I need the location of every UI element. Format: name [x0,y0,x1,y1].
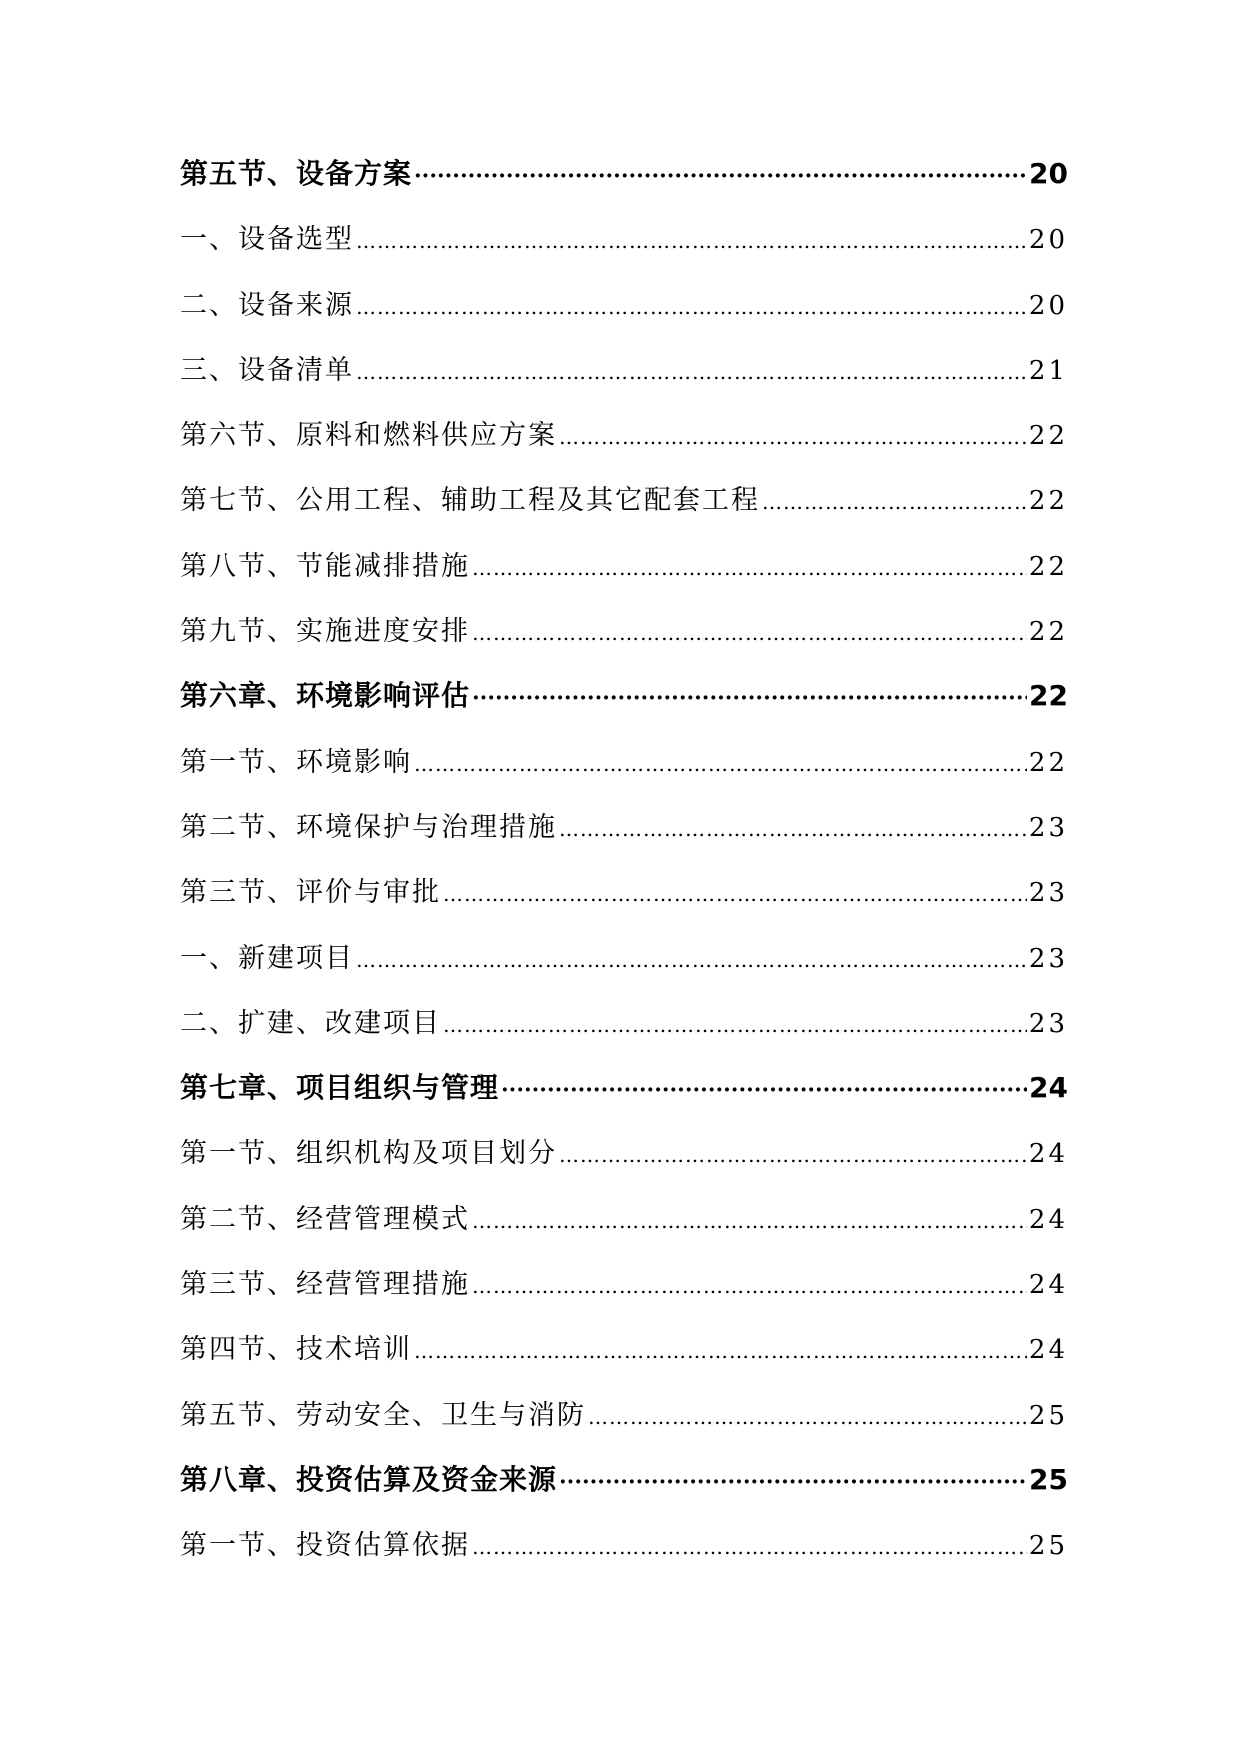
toc-entry-title: 第五节、劳动安全、卫生与消防 [180,1399,586,1431]
toc-entry[interactable] [180,609,1068,674]
toc-dot-leader [414,1339,1027,1363]
toc-page-number: 24 [1028,1204,1068,1235]
toc-entry[interactable] [180,1197,1068,1262]
toc-page-number: 25 [1029,1462,1068,1496]
toc-page-number: 22 [1028,551,1068,582]
toc-dot-leader [559,817,1027,841]
toc-entry-title: 三、设备清单 [180,354,354,386]
toc-entry[interactable] [180,870,1068,935]
toc-entry[interactable] [180,1327,1068,1392]
toc-entry-title: 第二节、经营管理模式 [180,1203,470,1235]
toc-page-number: 24 [1029,1071,1068,1105]
toc-dot-leader [443,882,1027,906]
toc-dot-leader [762,490,1027,514]
toc-entry-title: 二、扩建、改建项目 [180,1007,441,1039]
toc-entry[interactable] [180,1066,1068,1131]
toc-page-number: 22 [1029,679,1068,713]
toc-dot-leader [559,425,1027,449]
toc-entry-title: 第七节、公用工程、辅助工程及其它配套工程 [180,485,760,517]
toc-page-number: 20 [1028,225,1068,256]
toc-page-number: 23 [1028,943,1068,974]
toc-page-number: 24 [1028,1270,1068,1301]
toc-entry-title: 第一节、环境影响 [180,746,412,778]
toc-entry-title: 第八章、投资估算及资金来源 [180,1462,558,1496]
toc-page-number: 25 [1028,1531,1068,1562]
toc-entry-title: 一、新建项目 [180,942,354,974]
toc-page-number: 22 [1028,747,1068,778]
toc-page-number: 21 [1028,355,1068,386]
toc-dot-leader [472,556,1027,580]
toc-entry-title: 第一节、投资估算依据 [180,1530,470,1562]
toc-entry-title: 第二节、环境保护与治理措施 [180,811,557,843]
toc-entry[interactable] [180,1131,1068,1196]
toc-dot-leader [588,1405,1027,1429]
toc-entry[interactable] [180,740,1068,805]
toc-entry-title: 二、设备来源 [180,289,354,321]
toc-entry[interactable] [180,805,1068,870]
toc-entry-title: 第九节、实施进度安排 [180,616,470,648]
toc-dot-leader [356,295,1027,319]
table-of-contents [180,152,1068,1589]
toc-dot-leader [472,1274,1027,1298]
toc-page-number: 20 [1028,290,1068,321]
toc-dot-leader [559,1469,1027,1495]
toc-page-number: 24 [1028,1139,1068,1170]
toc-entry-title: 一、设备选型 [180,224,354,256]
toc-page-number: 22 [1028,617,1068,648]
toc-entry[interactable] [180,1001,1068,1066]
toc-dot-leader [356,229,1027,253]
toc-entry[interactable] [180,1262,1068,1327]
toc-entry-title: 第一节、组织机构及项目划分 [180,1138,557,1170]
toc-dot-leader [472,1535,1027,1559]
toc-dot-leader [356,360,1027,384]
toc-entry[interactable] [180,413,1068,478]
toc-dot-leader [472,621,1027,645]
toc-entry[interactable] [180,936,1068,1001]
toc-dot-leader [443,1013,1027,1037]
toc-entry[interactable] [180,283,1068,348]
toc-dot-leader [414,752,1027,776]
toc-dot-leader [472,1209,1027,1233]
toc-page-number: 23 [1028,878,1068,909]
toc-entry-title: 第七章、项目组织与管理 [180,1071,500,1105]
toc-page-number: 25 [1028,1400,1068,1431]
toc-dot-leader [414,163,1027,189]
toc-entry[interactable] [180,152,1068,217]
toc-entry-title: 第四节、技术培训 [180,1334,412,1366]
toc-entry-title: 第六节、原料和燃料供应方案 [180,420,557,452]
toc-entry[interactable] [180,1458,1068,1523]
toc-entry-title: 第三节、经营管理措施 [180,1269,470,1301]
toc-page-number: 20 [1029,157,1068,190]
toc-page-number: 22 [1028,421,1068,452]
toc-entry[interactable] [180,348,1068,413]
toc-entry[interactable] [180,544,1068,609]
toc-entry-title: 第五节、设备方案 [180,157,413,190]
toc-entry[interactable] [180,1523,1068,1588]
toc-dot-leader [472,685,1027,711]
toc-entry[interactable] [180,1393,1068,1458]
toc-entry-title: 第六章、环境影响评估 [180,679,471,713]
toc-entry-title: 第八节、节能减排措施 [180,550,470,582]
toc-page-number: 23 [1028,812,1068,843]
toc-entry[interactable] [180,217,1068,282]
toc-page-number: 23 [1028,1008,1068,1039]
toc-dot-leader [501,1077,1027,1103]
toc-entry[interactable] [180,478,1068,543]
toc-dot-leader [559,1143,1027,1167]
toc-entry-title: 第三节、评价与审批 [180,877,441,909]
toc-page-number: 24 [1028,1335,1068,1366]
toc-entry[interactable] [180,674,1068,739]
toc-dot-leader [356,948,1027,972]
toc-page-number: 22 [1028,486,1068,517]
